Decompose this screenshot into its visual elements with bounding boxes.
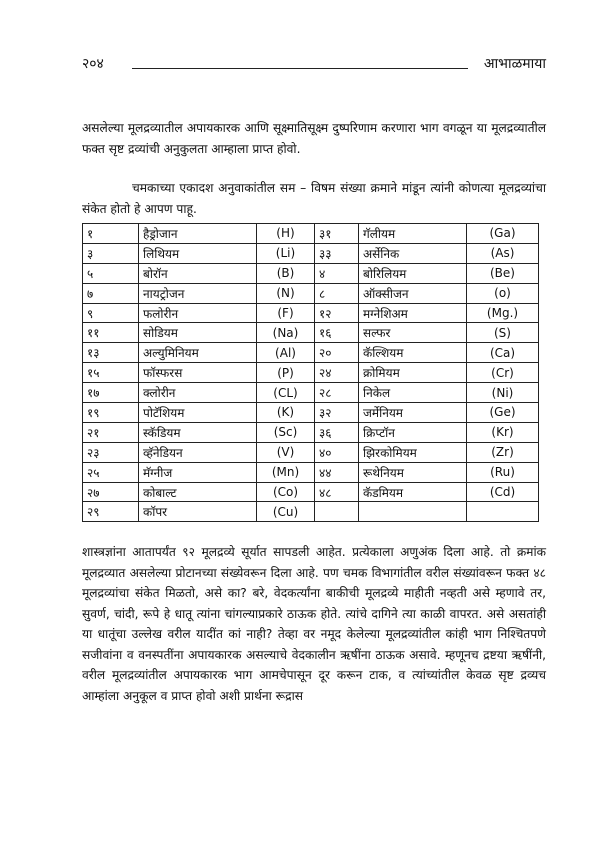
- row-number-right: ३३: [315, 243, 359, 263]
- row-number-right: ४: [315, 263, 359, 283]
- element-symbol-right: (o): [467, 283, 539, 303]
- element-name-left: सोडियम: [139, 323, 257, 343]
- row-number-left: ५: [83, 263, 139, 283]
- element-symbol-left: (Cu): [257, 502, 315, 522]
- row-number-left: २३: [83, 442, 139, 462]
- row-number-left: ९: [83, 303, 139, 323]
- elements-table: [82, 223, 539, 522]
- element-name-left: फॉस्फरस: [139, 363, 257, 383]
- row-number-right: ४८: [315, 482, 359, 502]
- table-row: [83, 482, 539, 502]
- element-name-right: जर्मेनियम: [359, 403, 467, 423]
- row-number-right: २८: [315, 383, 359, 403]
- element-symbol-right: (S): [467, 323, 539, 343]
- page-header: [82, 54, 546, 74]
- row-number-left: १: [83, 224, 139, 244]
- row-number-right: १२: [315, 303, 359, 323]
- element-symbol-right: (Ru): [467, 462, 539, 482]
- table-row: [83, 224, 539, 244]
- row-number-right: ३६: [315, 422, 359, 442]
- table-row: [83, 303, 539, 323]
- element-name-right: क्रोमियम: [359, 363, 467, 383]
- running-title: आभाळमाया: [483, 56, 546, 72]
- row-number-right: २४: [315, 363, 359, 383]
- element-name-right: ऑक्सीजन: [359, 283, 467, 303]
- row-number-left: ११: [83, 323, 139, 343]
- paragraph-lead: चमकाच्या एकादश अनुवाकांतील सम – विषम संख्या क्रमाने मांडून त्यांनी कोणत्या मूलद्रव्यांचा संकेत होतो हे आपण पाहू.: [82, 181, 546, 216]
- element-name-left: हैड्रोजान: [139, 224, 257, 244]
- row-number-right: २०: [315, 343, 359, 363]
- element-symbol-left: (P): [257, 363, 315, 383]
- element-symbol-left: (Al): [257, 343, 315, 363]
- element-name-left: क्लोरीन: [139, 383, 257, 403]
- element-name-right: सल्फर: [359, 323, 467, 343]
- element-symbol-right: (Mg.): [467, 303, 539, 323]
- row-number-left: २७: [83, 482, 139, 502]
- element-symbol-right: (Ge): [467, 403, 539, 423]
- element-symbol-left: (Sc): [257, 422, 315, 442]
- table-row: [83, 502, 539, 522]
- row-number-left: २१: [83, 422, 139, 442]
- element-name-left: लिथियम: [139, 243, 257, 263]
- row-number-right: ४०: [315, 442, 359, 462]
- element-symbol-left: (V): [257, 442, 315, 462]
- element-symbol-right: (Kr): [467, 422, 539, 442]
- table-row: [83, 422, 539, 442]
- row-number-right: [315, 502, 359, 522]
- table-row: [83, 283, 539, 303]
- table-row: [83, 442, 539, 462]
- row-number-left: ७: [83, 283, 139, 303]
- element-symbol-right: (Zr): [467, 442, 539, 462]
- element-symbol-left: (Mn): [257, 462, 315, 482]
- element-name-right: अर्सेनिक: [359, 243, 467, 263]
- element-name-right: [359, 502, 467, 522]
- element-name-left: पोटॅशियम: [139, 403, 257, 423]
- element-name-right: कॅल्शियम: [359, 343, 467, 363]
- element-symbol-right: (Cr): [467, 363, 539, 383]
- element-name-left: स्कॅडियम: [139, 422, 257, 442]
- row-number-right: ३२: [315, 403, 359, 423]
- element-symbol-left: (F): [257, 303, 315, 323]
- element-name-left: मॅग्नीज: [139, 462, 257, 482]
- element-name-left: नायट्रोजन: [139, 283, 257, 303]
- element-name-right: निकेल: [359, 383, 467, 403]
- header-rule: [132, 68, 468, 69]
- element-symbol-left: (Na): [257, 323, 315, 343]
- row-number-right: ४४: [315, 462, 359, 482]
- row-number-left: १३: [83, 343, 139, 363]
- element-symbol-left: (H): [257, 224, 315, 244]
- paragraph-body: शास्त्रज्ञांना आतापर्यंत ९२ मूलद्रव्ये सूर्यात सापडली आहेत. प्रत्येकाला अणुअंक दिला आहे. तो क्रमांक मूलद्रव्यात असलेल्या प्रोटानच्या संख्येवरून दिला आहे. पण चमक विभागांतील वरील संख्यांवरून फक्त ४८ मूलद्रव्यांचा संकेत मिळतो, असे का? बरे, वेदकर्त्यांना बाकीची मूलद्रव्ये माहीती नव्हती असे म्हणावे तर, सुवर्ण, चांदी, रूपे हे धातू त्यांना चांगल्याप्रकारे ठाऊक होते. त्यांचे दागिने त्या काळी वापरत. असे असतांही या धातूंचा उल्लेख वरील यादींत कां नाही? तेव्हा वर नमूद केलेल्या मूलद्रव्यांतील कांही भाग निश्चितपणे सजीवांना व वनस्पतींना अपायकारक असल्याचे वेदकालीन ऋषींना ठाऊक असावे. म्हणूनच द्रष्टया ऋषींनी, वरील मूलद्रव्यांतील अपायकारक भाग आमचेपासून दूर करून टाक, व त्यांच्यांतील केवळ सृष्ट द्रव्यच आम्हांला अनुकूल व प्राप्त होवो अशी प्रार्थना रूद्रास: [82, 545, 546, 703]
- table-row: [83, 383, 539, 403]
- element-symbol-left: (K): [257, 403, 315, 423]
- table-row: [83, 462, 539, 482]
- element-symbol-left: (Li): [257, 243, 315, 263]
- element-name-left: अल्युमिनियम: [139, 343, 257, 363]
- element-name-right: क्रिप्टॉन: [359, 422, 467, 442]
- element-name-left: व्हॅनेडियन: [139, 442, 257, 462]
- element-symbol-right: [467, 502, 539, 522]
- element-name-left: बोरॉन: [139, 263, 257, 283]
- element-symbol-right: (As): [467, 243, 539, 263]
- element-name-left: कॉपर: [139, 502, 257, 522]
- element-name-left: कोबाल्ट: [139, 482, 257, 502]
- element-symbol-left: (Co): [257, 482, 315, 502]
- paragraph-intro: असलेल्या मूलद्रव्यातील अपायकारक आणि सूक्ष्मातिसूक्ष्म दुष्परिणाम करणारा भाग वगळून या मूलद्रव्यातील फक्त सृष्ट द्रव्यांची अनुकुलता आम्हाला प्राप्त होवो.: [82, 121, 546, 156]
- row-number-left: १७: [83, 383, 139, 403]
- table-row: [83, 343, 539, 363]
- element-symbol-right: (Cd): [467, 482, 539, 502]
- element-symbol-right: (Ga): [467, 224, 539, 244]
- table-row: [83, 403, 539, 423]
- element-symbol-left: (N): [257, 283, 315, 303]
- element-name-right: कॅडमियम: [359, 482, 467, 502]
- row-number-left: १९: [83, 403, 139, 423]
- row-number-left: २९: [83, 502, 139, 522]
- table-row: [83, 263, 539, 283]
- element-symbol-right: (Ni): [467, 383, 539, 403]
- row-number-left: २५: [83, 462, 139, 482]
- element-symbol-right: (Ca): [467, 343, 539, 363]
- row-number-right: ८: [315, 283, 359, 303]
- element-name-right: गॅलीयम: [359, 224, 467, 244]
- row-number-right: १६: [315, 323, 359, 343]
- element-symbol-left: (B): [257, 263, 315, 283]
- element-symbol-right: (Be): [467, 263, 539, 283]
- element-name-right: रूथेनियम: [359, 462, 467, 482]
- element-symbol-left: (CL): [257, 383, 315, 403]
- element-name-right: बोरिलियम: [359, 263, 467, 283]
- row-number-left: १५: [83, 363, 139, 383]
- table-row: [83, 243, 539, 263]
- element-name-right: झिरकोमियम: [359, 442, 467, 462]
- table-row: [83, 363, 539, 383]
- row-number-left: ३: [83, 243, 139, 263]
- element-name-right: मग्नेशिअम: [359, 303, 467, 323]
- table-row: [83, 323, 539, 343]
- row-number-right: ३१: [315, 224, 359, 244]
- page-number: २०४: [82, 56, 104, 72]
- element-name-left: फलोरीन: [139, 303, 257, 323]
